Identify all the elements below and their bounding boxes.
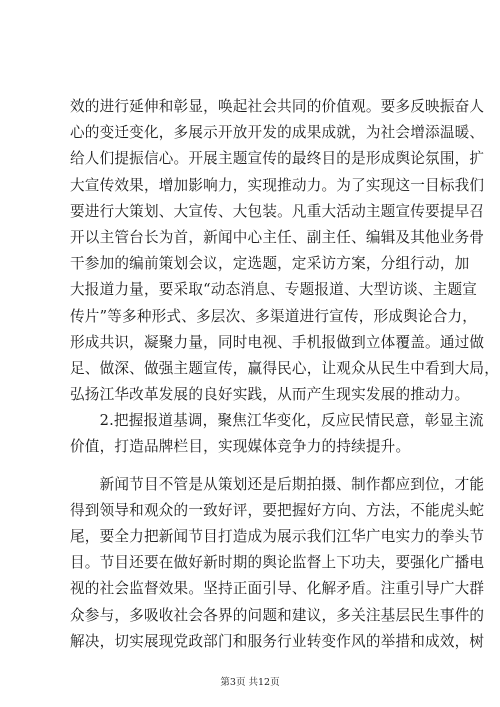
text-line: 视的社会监督效果。坚持正面引导、化解矛盾。注重引导广大群 bbox=[70, 580, 485, 598]
section-heading-line: 2.把握报道基调，聚焦江华变化，反应民情民意，彰显主流 bbox=[70, 412, 484, 430]
document-body bbox=[70, 94, 500, 655]
text-line: 解决，切实展现党政部门和服务行业转变作风的举措和成效，树 bbox=[70, 632, 485, 650]
text-line: 干参加的编前策划会议，定选题，定采访方案，分组行动，加 bbox=[70, 255, 470, 273]
page-number-footer: 第3页 共12页 bbox=[220, 677, 280, 688]
text-line: 效的进行延伸和彰显，唤起社会共同的价值观。要多反映振奋人 bbox=[70, 98, 485, 115]
paragraph-2 bbox=[70, 408, 484, 460]
paragraph-3 bbox=[70, 472, 485, 655]
text-line: 足、做深、做强主题宣传，赢得民心，让观众从民生中看到大局， bbox=[70, 359, 500, 377]
text-line: 弘扬江华改革发展的良好实践，从而产生现实发展的推动力。 bbox=[70, 386, 470, 404]
text-line: 大报道力量，要采取“动态消息、专题报道、大型访谈、主题宣 bbox=[70, 281, 478, 299]
text-line: 目。节目还要在做好新时期的舆论监督上下功夫，要强化广播电 bbox=[70, 554, 485, 572]
text-line: 心的变迁变化，多展示开放开发的成果成就，为社会增添温暖、 bbox=[70, 124, 485, 142]
paragraph-1 bbox=[70, 94, 500, 408]
text-line: 得到领导和观众的一致好评，要把握好方向、方法，不能虎头蛇 bbox=[70, 501, 485, 519]
text-line: 给人们提振信心。开展主题宣传的最终目的是形成舆论氛围，扩 bbox=[70, 150, 485, 168]
text-line: 要进行大策划、大宣传、大包装。凡重大活动主题宣传要提早召 bbox=[70, 202, 485, 220]
text-line: 新闻节目不管是从策划还是后期拍摄、制作都应到位，才能 bbox=[70, 475, 485, 493]
text-line: 传片”等多种形式、多层次、多渠道进行宣传，形成舆论合力， bbox=[70, 307, 478, 325]
text-line: 众参与，多吸收社会各界的问题和建议，多关注基层民生事件的 bbox=[70, 606, 485, 624]
section-heading-line: 价值，打造品牌栏目，实现媒体竞争力的持续提升。 bbox=[70, 438, 411, 456]
text-line: 尾，要全力把新闻节目打造成为展示我们江华广电实力的拳头节 bbox=[70, 528, 485, 545]
text-line: 大宣传效果，增加影响力，实现推动力。为了实现这一目标我们 bbox=[70, 176, 485, 194]
paragraph-spacer bbox=[70, 461, 430, 472]
text-line: 开以主管台长为首，新闻中心主任、副主任、编辑及其他业务骨 bbox=[70, 228, 485, 246]
text-line: 形成共识，凝聚力量，同时电视、手机报做到立体覆盖。通过做 bbox=[70, 333, 485, 351]
